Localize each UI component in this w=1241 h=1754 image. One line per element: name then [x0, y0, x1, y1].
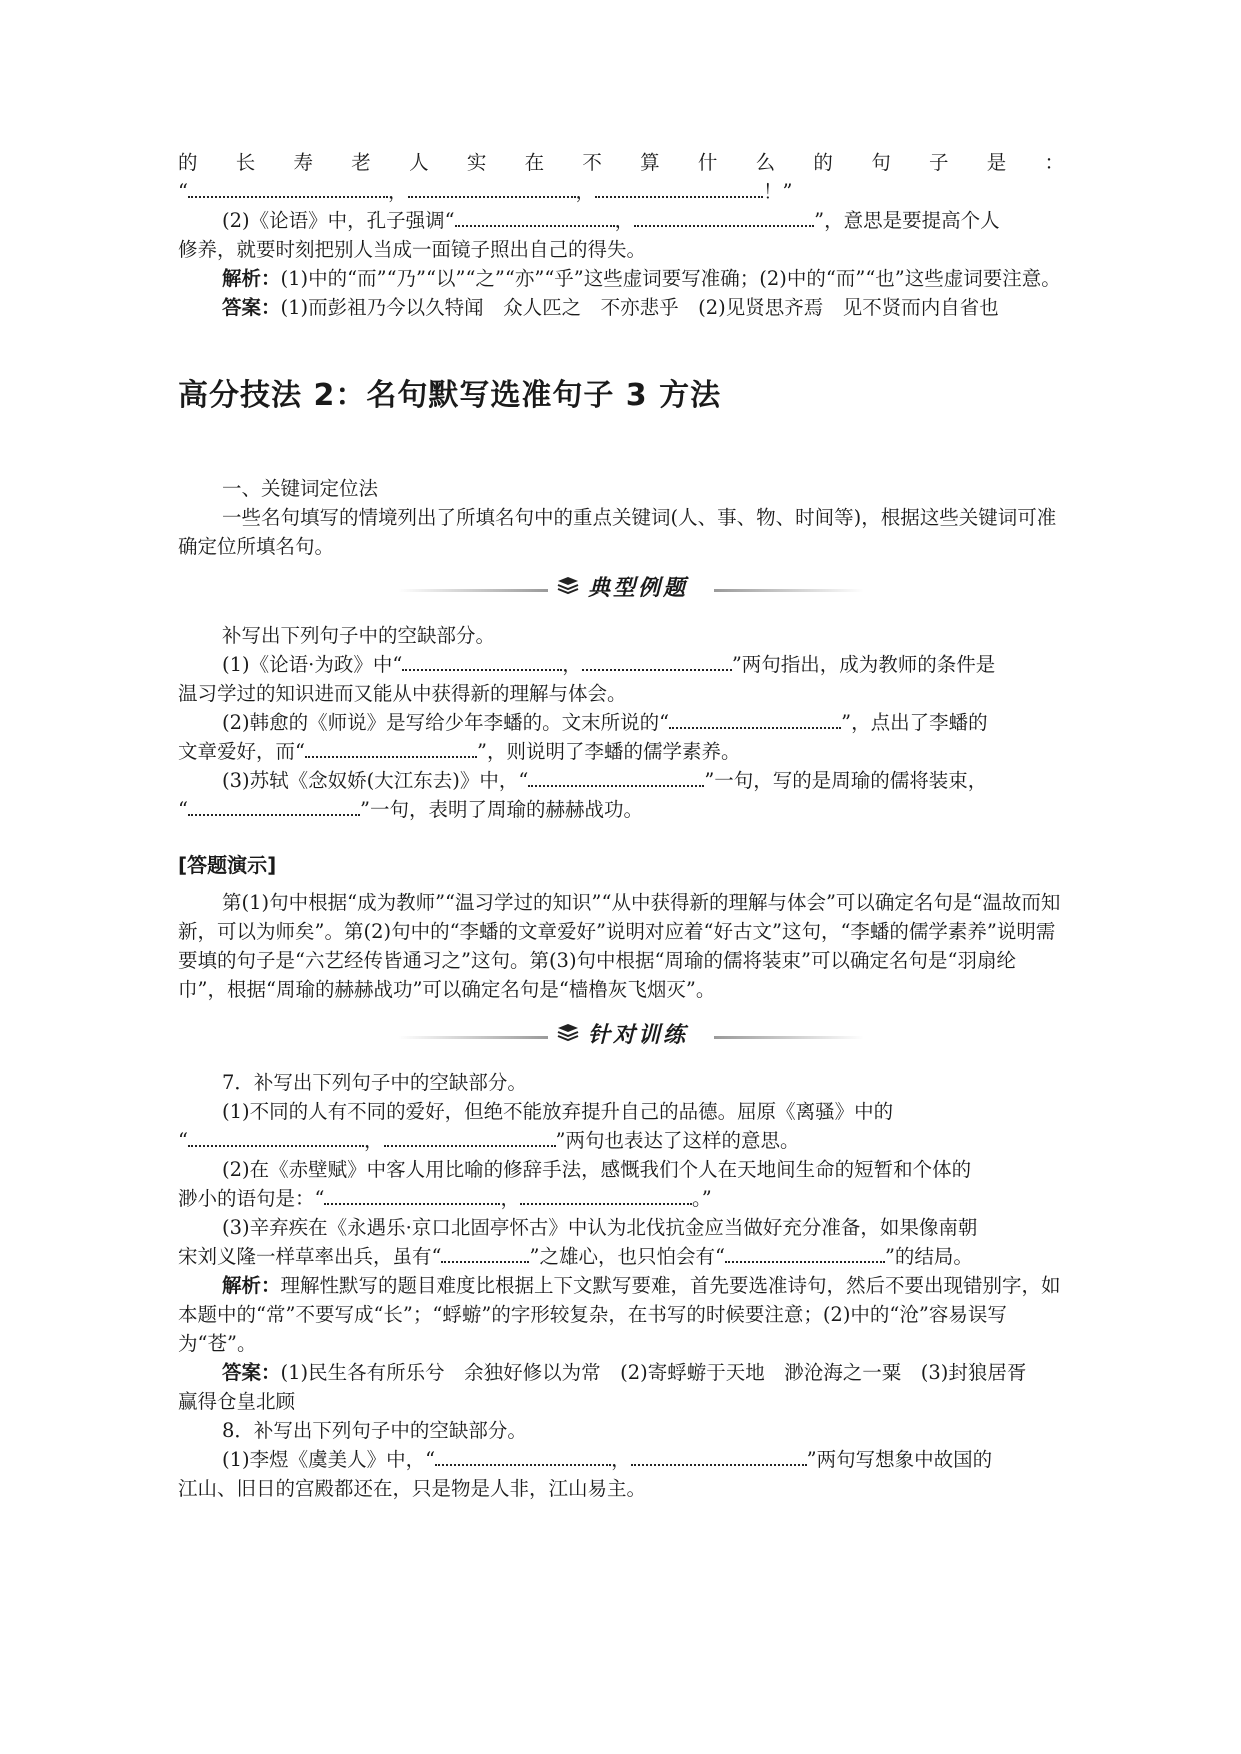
sep: ， — [614, 209, 635, 232]
q-text: ”之雄心，也只怕会有“ — [529, 1245, 725, 1268]
example-q2-cont — [178, 737, 1064, 766]
fill-blank[interactable] — [188, 1144, 364, 1147]
banner-line-right — [714, 1036, 864, 1039]
q-text: ”，意思是要提高个人 — [814, 209, 1000, 232]
q-text: (2)韩愈的《师说》是写给少年李蟠的。文末所说的“ — [222, 711, 670, 734]
q-text: 。” — [692, 1187, 712, 1210]
fill-blank[interactable] — [435, 1463, 611, 1466]
fill-blank[interactable] — [188, 813, 360, 816]
q7-p3-blanks — [178, 1242, 1064, 1271]
banner-line-left — [398, 1036, 548, 1039]
top-q2 — [178, 206, 1064, 235]
fill-blank[interactable] — [725, 1260, 885, 1263]
quote-open: “ — [178, 1129, 188, 1152]
q-text: 渺小的语句是：“ — [178, 1187, 325, 1210]
answer-text: (1)而彭祖乃今以久特闻 众人匹之 不亦悲乎 (2)见贤思齐焉 见不贤而内自省也 — [280, 296, 999, 319]
example-q1 — [178, 650, 1064, 679]
char: 什 — [697, 151, 734, 174]
char: 寿 — [293, 151, 330, 174]
demo-text: 第(1)句中根据“成为教师”“温习学过的知识”“从中获得新的理解与体会”可以确定名句是“温故而知新，可以为师矣”。第(2)句中的“李蟠的文章爱好”说明对应着“好古文”这句，“李蟠的儒学素养”说明需要填的句子是“六艺经传皆通习之”这句。第(3)句中根据“周瑜的儒将装束”可以确定名句是“羽扇纶巾”，根据“周瑜的赫赫战功”可以确定名句是“樯橹灰飞烟灭”。 — [178, 891, 1061, 1001]
quote-close: ！” — [763, 180, 793, 203]
document-content — [178, 148, 1064, 1503]
sep: ， — [575, 180, 596, 203]
q-text: 宋刘义隆一样草率出兵，虽有“ — [178, 1245, 442, 1268]
example-q3-cont — [178, 795, 1064, 824]
banner-targeted-training — [178, 1016, 1064, 1050]
top-answer — [178, 293, 1064, 322]
answer-label: 答案： — [222, 296, 281, 319]
method-desc: 一些名句填写的情境列出了所填名句中的重点关键词(人、事、物、时间等)，根据这些关键词可准确定位所填名句。 — [178, 506, 1057, 558]
sep: ， — [611, 1448, 631, 1471]
banner-typical-example — [178, 569, 1064, 603]
fill-blank[interactable] — [669, 726, 841, 729]
q8-p1-cont: 江山、旧日的宫殿都还在，只是物是人非，江山易主。 — [178, 1477, 647, 1500]
banner-text: 典型例题 — [588, 575, 689, 601]
q-text: ”一句，写的是周瑜的儒将装束， — [704, 769, 988, 792]
q-text: ”两句写想象中故国的 — [806, 1448, 993, 1471]
q7-analysis — [178, 1271, 1064, 1358]
q-text: (2)《论语》中，孔子强调“ — [222, 209, 455, 232]
fill-blank[interactable] — [305, 755, 477, 758]
q-text: (1)李煜《虞美人》中，“ — [222, 1448, 436, 1471]
q-text: ”，则说明了李蟠的儒学素养。 — [476, 740, 741, 763]
answer-text: (1)民生各有所乐兮 余独好修以为常 (2)寄蜉蝣于天地 渺沧海之一粟 (3)封狼居胥 赢得仓皇北顾 — [178, 1361, 1046, 1413]
book-stack-icon — [556, 1022, 580, 1044]
q7-answer — [178, 1358, 1064, 1416]
char: 长 — [235, 151, 272, 174]
q8-intro: 8．补写出下列句子中的空缺部分。 — [222, 1419, 527, 1442]
quote-open: “ — [178, 180, 188, 203]
fill-blank[interactable] — [188, 195, 388, 198]
sep: ， — [387, 180, 408, 203]
fill-blank[interactable] — [441, 1260, 529, 1263]
char: 子 — [928, 151, 965, 174]
banner-label — [556, 569, 688, 603]
answer-label: 答案： — [222, 1361, 281, 1384]
example-q3 — [178, 766, 1064, 795]
fill-blank[interactable] — [631, 1463, 807, 1466]
analysis-text: 理解性默写的题目难度比根据上下文默写要难，首先要选准诗句，然后不要出现错别字，如本题中的“常”不要写成“长”；“蜉蝣”的字形较复杂，在书写的时候要注意；(2)中的“沧”容易误写为“苍”。 — [178, 1274, 1061, 1355]
fill-blank[interactable] — [528, 784, 704, 787]
banner-line-left — [398, 589, 548, 592]
q-text: 文章爱好，而“ — [178, 740, 305, 763]
q-text: (3)苏轼《念奴娇(大江东去)》中，“ — [222, 769, 529, 792]
fill-blank[interactable] — [384, 1144, 556, 1147]
fill-blank[interactable] — [408, 195, 576, 198]
sep: ， — [562, 653, 582, 676]
example-q1-cont: 温习学过的知识进而又能从中获得新的理解与体会。 — [178, 682, 627, 705]
fill-blank[interactable] — [455, 224, 615, 227]
q-text: ”的结局。 — [884, 1245, 973, 1268]
example-intro: 补写出下列句子中的空缺部分。 — [222, 624, 496, 647]
banner-text: 针对训练 — [588, 1022, 689, 1048]
char: 人 — [409, 151, 445, 174]
char: 么 — [755, 151, 792, 174]
char: 在 — [524, 151, 561, 174]
char: 是 — [986, 151, 1023, 174]
fill-blank[interactable] — [324, 1202, 500, 1205]
top-analysis — [178, 264, 1064, 293]
q-text: (1)《论语·为政》中“ — [222, 653, 403, 676]
q-text: ”两句也表达了这样的意思。 — [555, 1129, 800, 1152]
char: 的 — [178, 151, 214, 174]
q-text: “ — [178, 798, 188, 821]
q-text: ”两句指出，成为教师的条件是 — [731, 653, 996, 676]
sep: ， — [500, 1187, 520, 1210]
char: 老 — [351, 151, 387, 174]
top-line-spread — [178, 148, 1064, 177]
q7-p1: (1)不同的人有不同的爱好，但绝不能放弃提升自己的品德。屈原《离骚》中的 — [222, 1100, 894, 1123]
sep: ， — [363, 1129, 384, 1152]
banner-line-right — [714, 589, 864, 592]
top-line-blanks — [178, 177, 1064, 206]
q7-p2-blanks — [178, 1184, 1064, 1213]
banner-label — [556, 1016, 688, 1050]
example-q2 — [178, 708, 1064, 737]
top-q2-cont: 修养，就要时刻把别人当成一面镜子照出自己的得失。 — [178, 238, 647, 261]
demo-label: [答题演示] — [178, 853, 277, 877]
fill-blank[interactable] — [595, 195, 763, 198]
method-title: 一、关键词定位法 — [222, 477, 379, 500]
q-text: ”，点出了李蟠的 — [841, 711, 988, 734]
fill-blank[interactable] — [582, 668, 732, 671]
fill-blank[interactable] — [520, 1202, 692, 1205]
fill-blank[interactable] — [402, 668, 562, 671]
q7-p3: (3)辛弃疾在《永遇乐·京口北固亭怀古》中认为北伐抗金应当做好充分准备，如果像南朝 — [222, 1216, 978, 1239]
analysis-label: 解析： — [222, 1274, 281, 1297]
char: 算 — [640, 151, 676, 174]
fill-blank[interactable] — [634, 224, 814, 227]
analysis-text: (1)中的“而”“乃”“以”“之”“亦”“乎”这些虚词要写准确；(2)中的“而”“也”这些虚词要注意。 — [280, 267, 1061, 290]
q-text: ”一句，表明了周瑜的赫赫战功。 — [359, 798, 643, 821]
section-heading: 高分技法 2：名句默写选准句子 3 方法 — [178, 378, 722, 413]
q7-intro: 7．补写出下列句子中的空缺部分。 — [222, 1071, 527, 1094]
char: 实 — [466, 151, 503, 174]
char: 不 — [582, 151, 618, 174]
q7-p2: (2)在《赤壁赋》中客人用比喻的修辞手法，感慨我们个人在天地间生命的短暂和个体的 — [222, 1158, 972, 1181]
q7-p1-blanks — [178, 1126, 1064, 1155]
analysis-label: 解析： — [222, 267, 281, 290]
book-stack-icon — [556, 575, 580, 597]
char: 句 — [871, 151, 907, 174]
q8-p1 — [178, 1445, 1064, 1474]
char: ： — [1044, 151, 1064, 174]
char: 的 — [813, 151, 849, 174]
